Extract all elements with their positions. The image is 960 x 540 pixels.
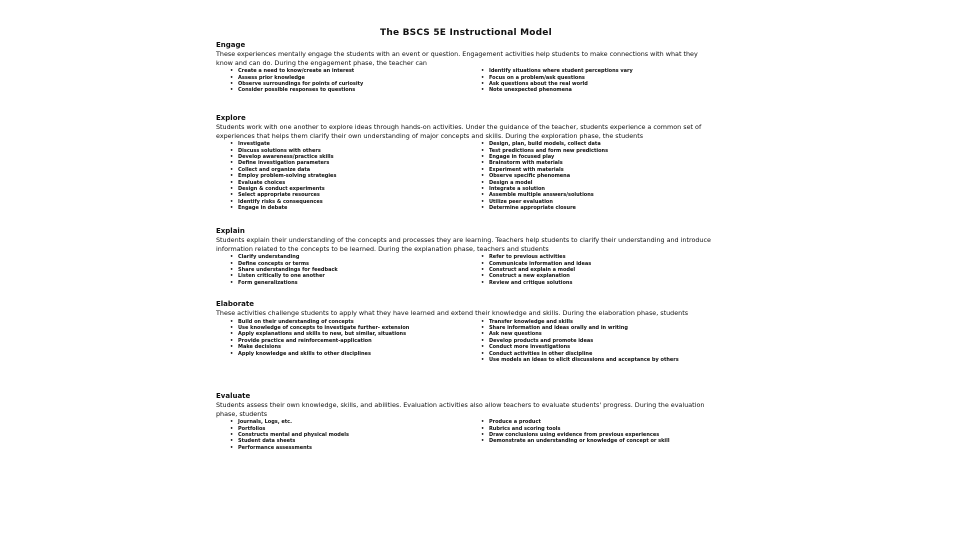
list-item: • Use models an ideas to elicit discussions and acceptance by others <box>480 357 679 364</box>
list-item: • Observe surroundings for points of curiosity <box>230 81 364 87</box>
list-item: • Construct a new explanation <box>480 273 570 280</box>
list-item: • Ask questions about the real world <box>480 81 588 87</box>
list-item: • Share understandings for feedback <box>230 267 338 273</box>
list-item: • Clarify understanding <box>230 254 300 261</box>
list-item: • Determine appropriate closure <box>480 205 576 212</box>
right-bullet-list <box>469 68 716 94</box>
list-item: • Engage in debate <box>230 205 288 212</box>
list-item: • Brainstorm with materials <box>480 160 563 167</box>
list-item: • Test predictions and form new predictions <box>480 147 609 154</box>
list-item: • Listen critically to one another <box>230 273 325 280</box>
list-item: • Develop products and promote ideas <box>480 337 594 344</box>
list-item: • Discuss solutions with others <box>230 147 321 154</box>
list-item: • Experiment with materials <box>480 166 564 173</box>
list-item: • Utilize peer evaluation <box>480 198 553 205</box>
left-bullet-list <box>216 254 469 286</box>
list-item: • Evaluate choices <box>230 179 286 186</box>
list-item: • Share information and ideas orally and in writing <box>480 325 628 331</box>
list-item: • Collect and organize data <box>230 166 311 173</box>
list-item: • Assemble multiple answers/solutions <box>480 192 594 199</box>
list-item: • Communicate information and ideas <box>480 260 592 267</box>
list-item: • Portfolios <box>230 425 266 432</box>
list-item: • Apply explanations and skills to new, but similar, situations <box>230 331 407 338</box>
left-bullet-list <box>216 68 469 94</box>
list-item: • Design, plan, build models, collect data <box>480 141 601 148</box>
list-item: • Make decisions <box>230 344 281 351</box>
section-heading: Evaluate <box>216 392 251 400</box>
list-item: • Identify risks & consequences <box>230 198 323 205</box>
list-item: • Integrate a solution <box>480 186 545 193</box>
left-bullet-list <box>216 419 469 451</box>
list-item: • Constructs mental and physical models <box>230 432 349 438</box>
list-item: • Select appropriate resources <box>230 192 320 199</box>
list-item: • Refer to previous activities <box>480 254 566 261</box>
document-title: The BSCS 5E Instructional Model <box>380 28 552 38</box>
section-description: These experiences mentally engage the students with an event or question. Engagement activities help students to make connections with what they know and can do. During the engagement phase, the teacher can <box>216 50 698 67</box>
list-item: • Employ problem-solving strategies <box>230 173 337 180</box>
left-bullet-list <box>216 141 469 211</box>
list-item: • Ask new questions <box>480 331 542 338</box>
section-elaborate <box>216 300 716 363</box>
section-description: Students assess their own knowledge, skills, and abilities. Evaluation activities also allow teachers to evaluate students' progress. During the evaluation phase, students <box>216 401 705 418</box>
right-bullet-list <box>469 419 716 451</box>
list-item: • Student data sheets <box>230 438 296 445</box>
left-bullet-list <box>216 319 469 364</box>
right-bullet-list <box>469 141 716 211</box>
right-bullet-list <box>469 254 716 286</box>
list-item: • Build on their understanding of concepts <box>230 318 354 325</box>
list-item: • Journals, Logs, etc. <box>230 419 293 426</box>
list-item: • Assess prior knowledge <box>230 74 305 81</box>
list-item: • Use knowledge of concepts to investigate further- extension <box>230 325 410 331</box>
list-item: • Performance assessments <box>230 444 313 451</box>
list-item: • Draw conclusions using evidence from previous experiences <box>480 432 660 438</box>
section-heading: Engage <box>216 41 246 49</box>
list-item: • Engage in focused play <box>480 154 555 160</box>
list-item: • Observe specific phenomena <box>480 173 571 180</box>
list-item: • Develop awareness/practice skills <box>230 154 334 160</box>
list-item: • Create a need to know/create an interest <box>230 68 355 75</box>
list-item: • Demonstrate an understanding or knowledge of concept or skill <box>480 438 670 445</box>
list-item: • Review and critique solutions <box>480 279 573 286</box>
right-bullet-list <box>469 319 716 364</box>
list-item: • Investigate <box>230 141 270 148</box>
section-description: Students work with one another to explore ideas through hands-on activities. Under the guidance of the teacher, students experience a common set of experiences that helps them clarify their own understanding of major concepts and skills. During the exploration phase, the students <box>216 123 702 140</box>
list-item: • Consider possible responses to questions <box>230 87 356 94</box>
section-heading: Explain <box>216 227 245 235</box>
section-heading: Elaborate <box>216 300 254 308</box>
list-item: • Design & conduct experiments <box>230 186 325 193</box>
section-description: Students explain their understanding of the concepts and processes they are learning. Teachers help students to clarify their understanding and introduce information related to the concepts to be learned. During the explanation phase, teachers and students <box>216 236 711 253</box>
list-item: • Apply knowledge and skills to other disciplines <box>230 350 371 357</box>
list-item: • Form generalizations <box>230 279 298 286</box>
list-item: • Conduct activities in other discipline <box>480 350 593 357</box>
section-explore <box>216 114 716 212</box>
list-item: • Define investigation parameters <box>230 160 330 167</box>
list-item: • Produce a product <box>480 419 541 426</box>
section-description: These activities challenge students to apply what they have learned and extend their knowledge and skills. During the elaboration phase, students <box>216 309 689 317</box>
list-item: • Note unexpected phenomena <box>480 87 572 94</box>
list-item: • Conduct more investigations <box>480 344 571 351</box>
list-item: • Provide practice and reinforcement-application <box>230 337 372 344</box>
list-item: • Identify situations where student perceptions vary <box>480 68 633 75</box>
section-heading: Explore <box>216 114 246 122</box>
section-evaluate <box>216 392 716 451</box>
section-explain <box>216 227 716 286</box>
list-item: • Rubrics and scoring tools <box>480 425 561 432</box>
list-item: • Focus on a problem/ask questions <box>480 74 585 81</box>
list-item: • Design a model <box>480 179 533 186</box>
list-item: • Transfer knowledge and skills <box>480 318 573 325</box>
list-item: • Define concepts or terms <box>230 260 310 267</box>
section-engage <box>216 41 716 94</box>
list-item: • Construct and explain a model <box>480 267 576 273</box>
